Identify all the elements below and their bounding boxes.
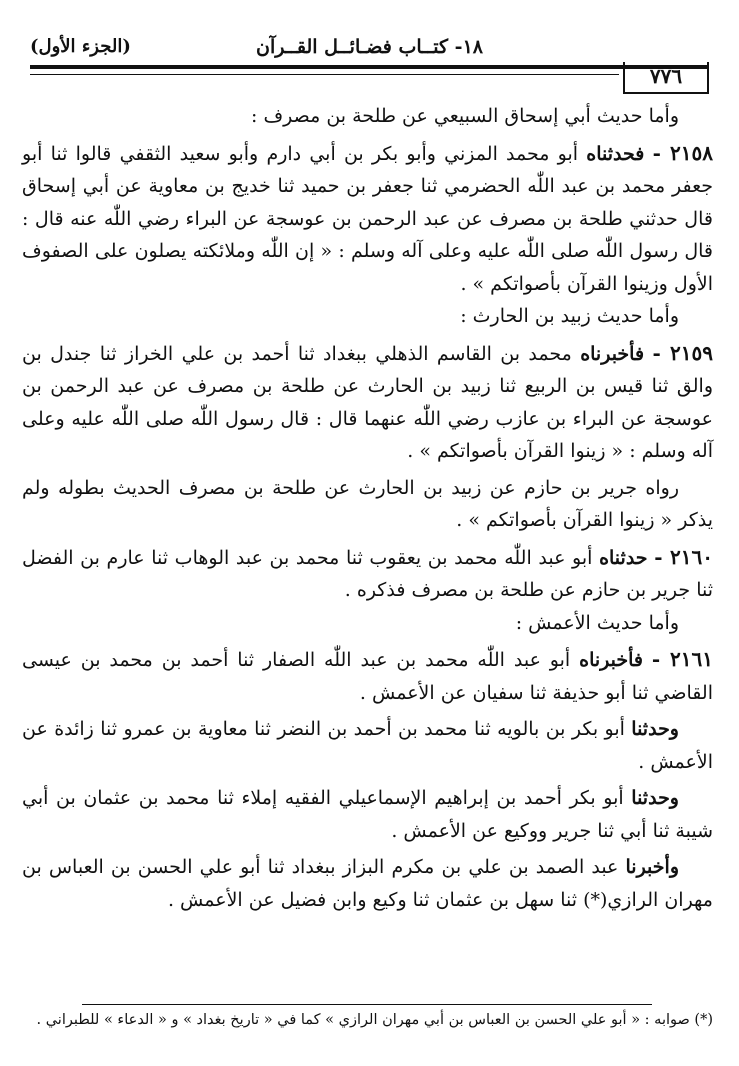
hadith-text: أبو عبد اللّٰه محمد بن يعقوب ثنا محمد بن عبد الوهاب ثنا عارم بن الفضل ثنا جرير بن حازم عن طلحة بن مصرف فذكره .	[22, 546, 713, 601]
hadith-2161	[22, 643, 713, 709]
page-number: ٧٧٦	[623, 62, 709, 94]
hadith-keyword: فحدثناه	[586, 142, 645, 165]
main-text	[22, 100, 713, 916]
chain-text: عبد الصمد بن علي بن مكرم البزاز ببغداد ثنا أبو علي الحسن بن العباس بن مهران الرازي(*) ثنا سهل بن عثمان ثنا وكيع وابن فضيل عن الأعمش .	[22, 856, 713, 911]
footnote-rule	[82, 1004, 652, 1005]
chain-keyword: وحدثنا	[631, 718, 679, 740]
hadith-keyword: فأخبرناه	[579, 649, 643, 671]
hadith-2159	[22, 337, 713, 468]
chain-keyword: وأخبرنا	[625, 856, 679, 878]
header-rule-thin	[30, 74, 619, 75]
hadith-number: ٢١٦١ -	[651, 647, 714, 671]
hadith-number: ٢١٥٨ -	[652, 140, 714, 165]
chain-text: أبو بكر بن بالويه ثنا محمد بن أحمد بن النضر ثنا معاوية بن عمرو ثنا زائدة عن الأعمش .	[22, 718, 713, 773]
chain-keyword: وحدثنا	[631, 787, 679, 809]
chain-paragraph	[22, 851, 713, 916]
chain-paragraph	[22, 782, 713, 847]
hadith-2160	[22, 541, 713, 607]
chain-text: أبو بكر أحمد بن إبراهيم الإسماعيلي الفقيه إملاء ثنا محمد بن عثمان بن أبي شيبة ثنا أبي ثنا جرير ووكيع عن الأعمش .	[22, 787, 713, 842]
hadith-keyword: فأخبرناه	[580, 342, 645, 365]
hadith-number: ٢١٥٩ -	[652, 340, 714, 365]
hadith-keyword: حدثناه	[599, 546, 648, 569]
narration-note: رواه جرير بن حازم عن زبيد بن الحارث عن طلحة بن مصرف الحديث بطوله ولم يذكر « زينوا القرآن بأصواتكم » .	[22, 476, 713, 531]
header-rule	[30, 65, 709, 69]
hadith-text: محمد بن القاسم الذهلي ببغداد ثنا أحمد بن علي الخراز ثنا جندل بن والق ثنا قيس بن الربيع ثنا زبيد بن الحارث عن طلحة بن مصرف عن عبد الرحمن بن عوسجة عن البراء بن عازب رضي اللّٰه عنهما قال : قال رسول اللّٰه صلى اللّٰه عليه وعلى آله وسلم : « زينوا القرآن بأصواتكم » .	[22, 342, 713, 462]
chapter-title: ١٨- كتــاب فضـائــل القــرآن	[256, 36, 483, 58]
hadith-text: أبو عبد اللّٰه محمد بن عبد اللّٰه الصفار ثنا أحمد بن محمد بن عيسى القاضي ثنا أبو حذيفة ثنا سفيان عن الأعمش .	[22, 649, 713, 704]
section-intro: وأما حديث الأعمش :	[515, 611, 679, 634]
footnote: (*) صوابه : « أبو علي الحسن بن العباس بن أبي مهران الرازي » كما في « تاريخ بغداد » و « الدعاء » للطبراني .	[36, 1012, 713, 1028]
chain-paragraph	[22, 713, 713, 778]
section-intro: وأما حديث أبي إسحاق السبيعي عن طلحة بن مصرف :	[251, 105, 679, 127]
hadith-text: أبو محمد المزني وأبو بكر بن أبي دارم وأبو سعيد الثقفي قالوا ثنا أبو جعفر محمد بن عبد اللّٰه الحضرمي ثنا جعفر بن حميد ثنا خديج بن معاوية عن أبي إسحاق قال حدثني طلحة بن مصرف عن عبد الرحمن بن عوسجة عن البراء رضي اللّٰه عنه قال : قال رسول اللّٰه صلى اللّٰه عليه وعلى آله وسلم : « إن اللّٰه وملائكته يصلون على الصفوف الأول وزينوا القرآن بأصواتكم » .	[22, 142, 713, 295]
hadith-number: ٢١٦٠ -	[654, 544, 714, 569]
section-intro: وأما حديث زبيد بن الحارث :	[460, 305, 679, 327]
volume-label: (الجزء الأول)	[30, 36, 131, 57]
running-header	[30, 34, 709, 62]
hadith-2158	[22, 137, 713, 301]
